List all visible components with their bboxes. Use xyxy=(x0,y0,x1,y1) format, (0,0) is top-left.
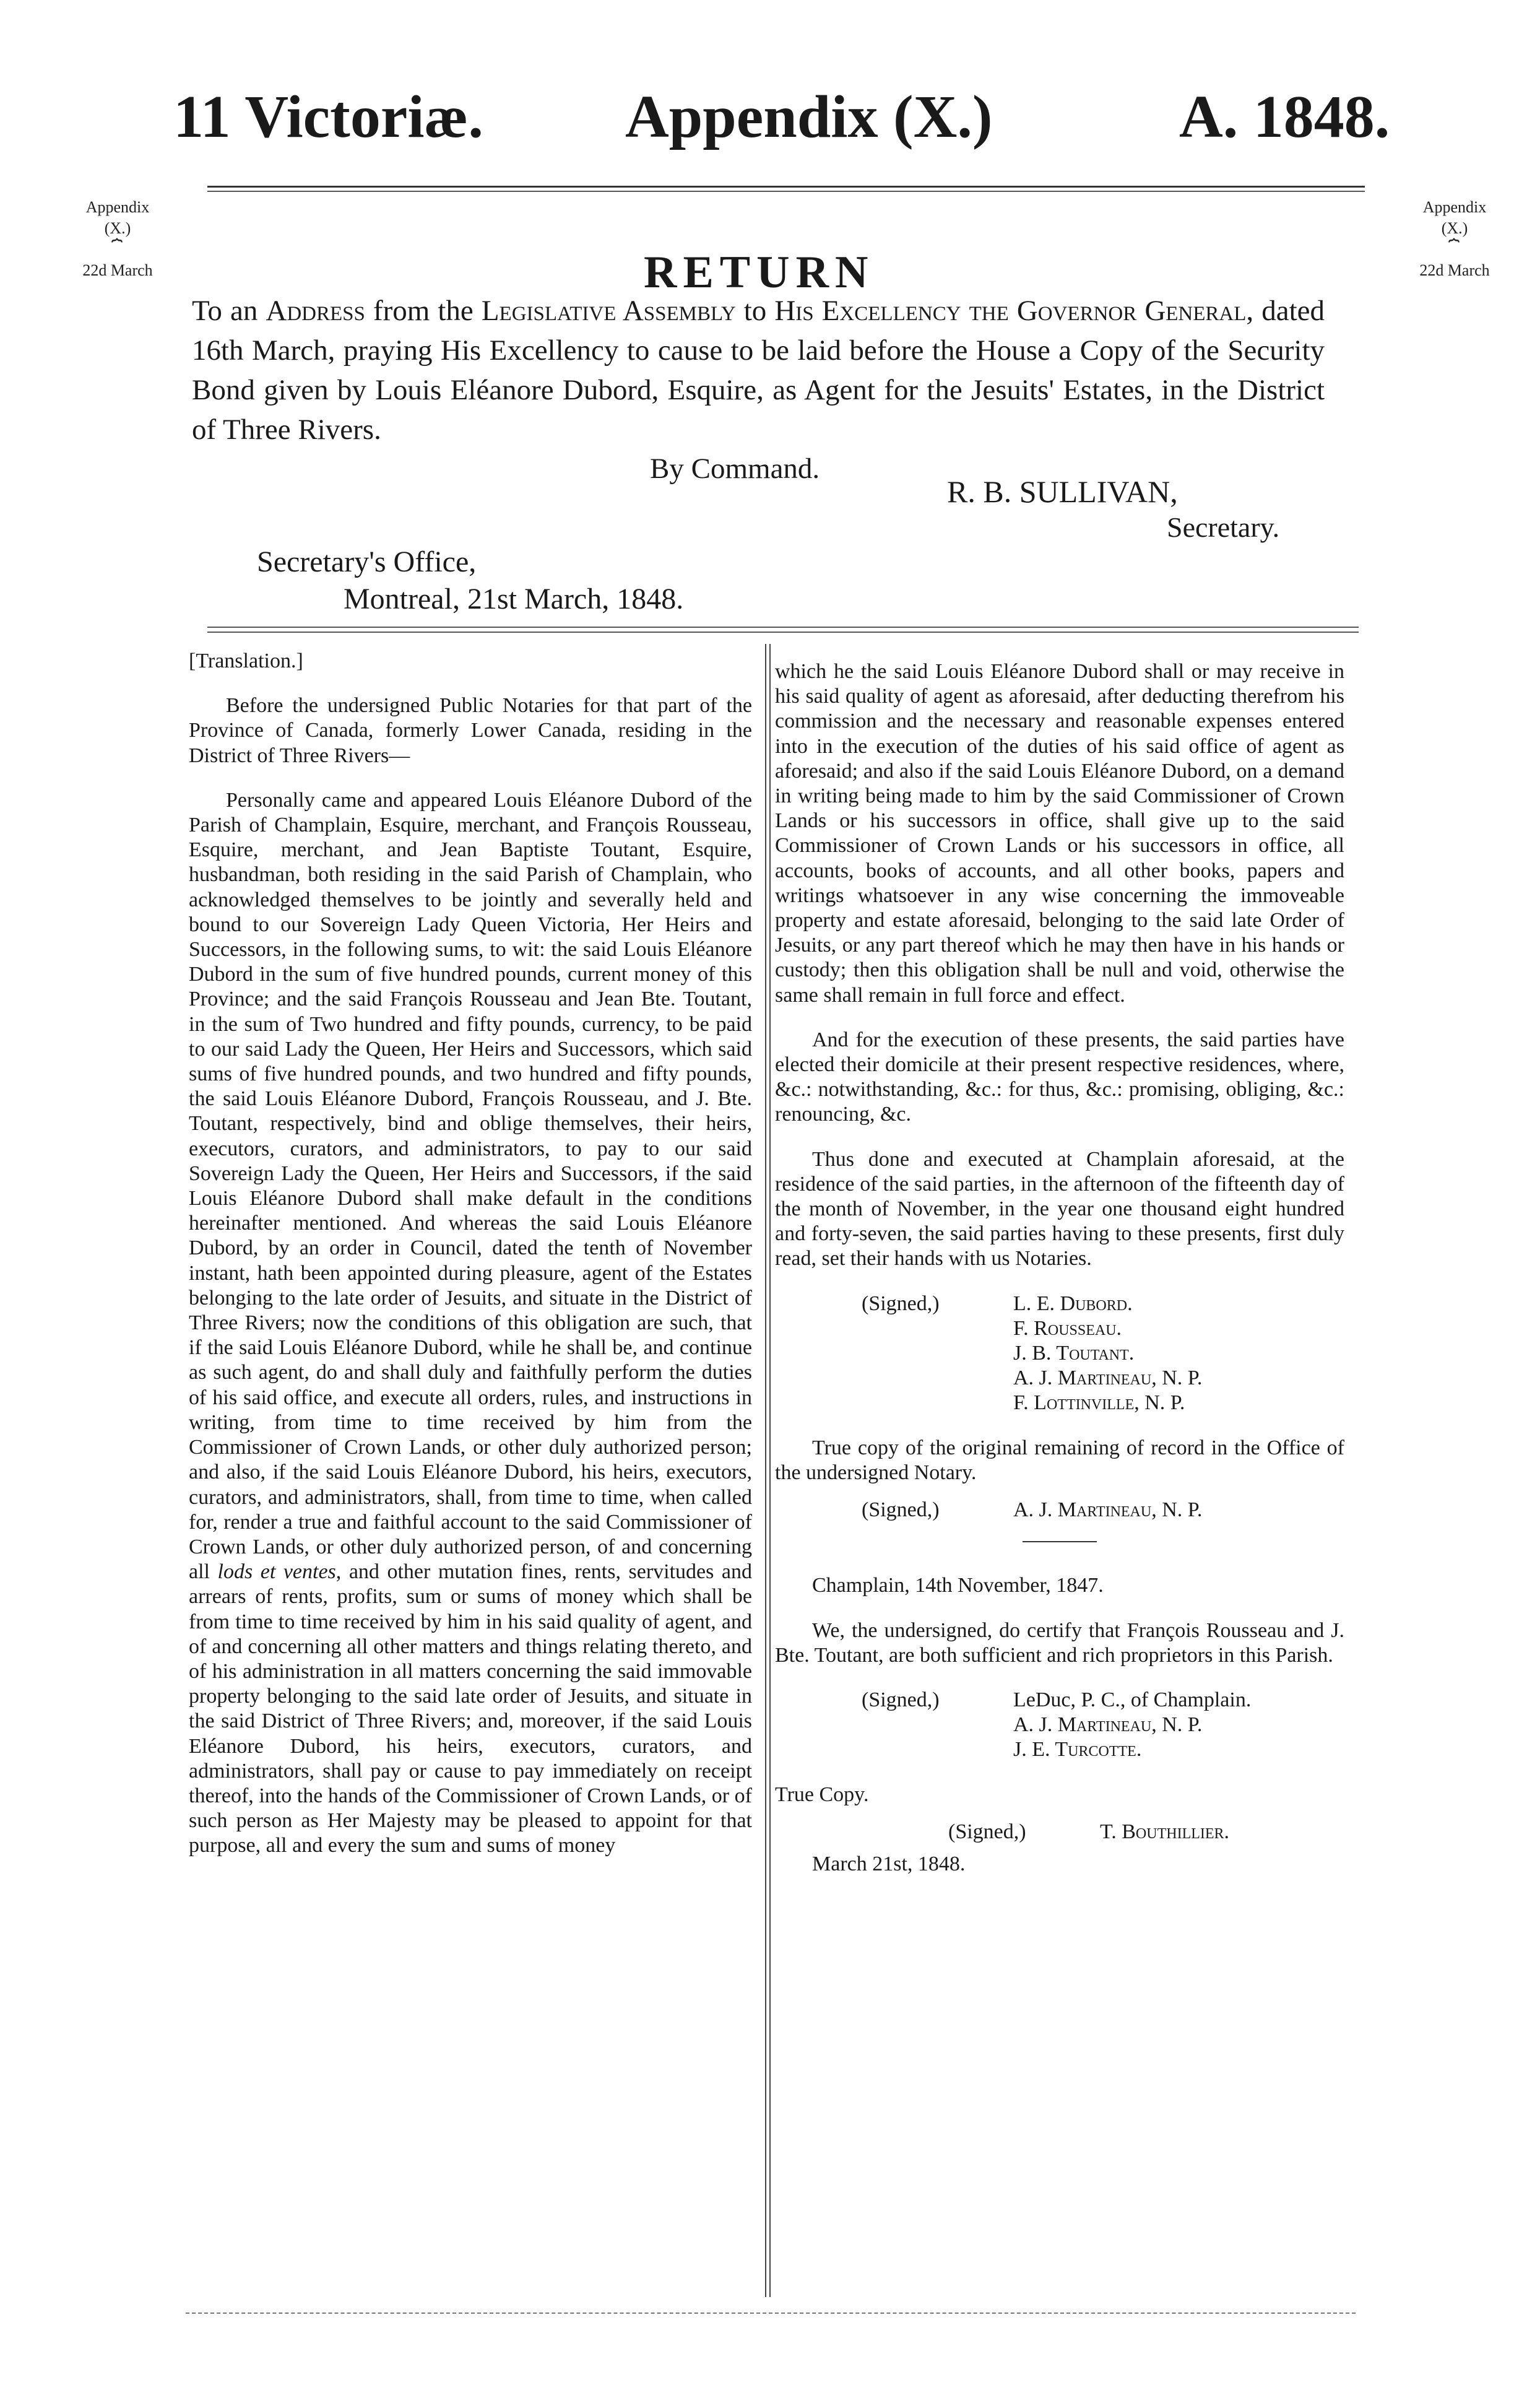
paragraph-italic: lods et ventes xyxy=(217,1560,336,1584)
translation-note: [Translation.] xyxy=(189,649,303,672)
address-part: Address xyxy=(266,295,365,327)
brace-icon: ⏞ xyxy=(111,239,124,259)
margin-note-text: 22d March xyxy=(82,261,153,279)
address-part: To an xyxy=(192,295,266,327)
header-rule-double xyxy=(207,191,1365,192)
office-line: Secretary's Office, xyxy=(257,545,477,578)
office-date: Montreal, 21st March, 1848. xyxy=(344,583,684,615)
address-part: Legislative Assembly xyxy=(481,295,736,327)
paragraph: And for the execution of these presents, the said parties have elected their domicile at their present respective residences, where, &c.: notwithstanding, &c.: for thus, &c.: promising, obliging, &c.: renouncing, &c. xyxy=(775,1028,1344,1126)
signature-block xyxy=(862,1498,1344,1522)
margin-note-text: (X.) xyxy=(104,219,131,237)
final-signature: T. Bouthillier. xyxy=(1100,1820,1230,1843)
certifier: J. E. Turcotte. xyxy=(1013,1738,1142,1761)
margin-note-text: Appendix xyxy=(85,198,150,216)
paragraph: We, the undersigned, do certify that François Rousseau and J. Bte. Toutant, are both sufficient and rich proprietors in this Parish. xyxy=(775,1618,1344,1667)
signed-label: (Signed,) xyxy=(862,1292,940,1315)
signatory: F. Rousseau. xyxy=(1013,1316,1122,1340)
margin-note-text: (X.) xyxy=(1441,219,1468,237)
signed-label: (Signed,) xyxy=(948,1820,1026,1843)
column-divider xyxy=(765,644,766,2297)
signature-row xyxy=(862,1688,1344,1763)
section-rule xyxy=(207,627,1359,628)
paragraph: Before the undersigned Public Notaries for that part of the Province of Canada, formerly Lower Canada, residing in the District of Three Rivers— xyxy=(189,694,752,767)
margin-note-text: Appendix xyxy=(1422,198,1487,216)
column-divider xyxy=(769,644,771,2297)
by-command: By Command. xyxy=(650,453,820,485)
signer-name: R. B. SULLIVAN, xyxy=(947,474,1178,509)
final-date: March 21st, 1848. xyxy=(812,1852,966,1875)
header-session: 11 Victoriæ. xyxy=(173,84,483,150)
signatory: F. Lottinville, N. P. xyxy=(1013,1391,1185,1415)
notary-signature: A. J. Martineau, N. P. xyxy=(1013,1498,1203,1522)
paragraph: True copy of the original remaining of record in the Office of the undersigned Notary. xyxy=(775,1436,1344,1484)
certifier: A. J. Martineau, N. P. xyxy=(1013,1713,1203,1737)
return-title: RETURN xyxy=(644,247,875,298)
signer-title: Secretary. xyxy=(1167,511,1280,543)
signatories xyxy=(1013,1292,1202,1416)
address-text xyxy=(192,291,1325,450)
address-part: to xyxy=(735,295,775,327)
right-column xyxy=(775,659,1344,1877)
margin-note-right xyxy=(1393,197,1516,281)
paragraph: which he the said Louis Eléanore Dubord shall or may receive in his said quality of agent as aforesaid, after deducting therefrom his commission and the necessary and reasonable expenses entered into in the execution of the duties of his said office of agent as aforesaid; and also if the said Louis Eléanore Dubord, on a demand in writing being made to him by the said Commissioner of Crown Lands or his successors in office, shall give up to the said Commissioner of Crown Lands or his successors in office, all accounts, books of accounts, and all other books, papers and writings whatsoever in any wise concerning the immoveable property and estate aforesaid, belonging to the said late Order of Jesuits, or any part thereof which he may then have in his hands or custody; then this obligation shall be null and void, otherwise the same shall remain in full force and effect. xyxy=(775,660,1344,1007)
signature-block xyxy=(862,1292,1344,1416)
header-rule xyxy=(207,186,1365,188)
signed-label: (Signed,) xyxy=(862,1498,940,1522)
certifier: LeDuc, P. C., of Champlain. xyxy=(1013,1688,1252,1711)
margin-note-left xyxy=(56,197,180,281)
address-part: His Excellency the Governor General xyxy=(774,295,1247,327)
header-appendix: Appendix (X.) xyxy=(625,84,993,150)
signatory: J. B. Toutant. xyxy=(1013,1342,1135,1365)
place-date: Champlain, 14th November, 1847. xyxy=(812,1574,1104,1597)
true-copy: True Copy. xyxy=(775,1783,869,1806)
signature-block xyxy=(862,1688,1344,1763)
signatory: A. J. Martineau, N. P. xyxy=(1013,1366,1203,1390)
left-column xyxy=(189,649,752,1859)
brace-icon: ⏞ xyxy=(1448,239,1461,259)
signed-label: (Signed,) xyxy=(862,1688,940,1711)
paragraph: Thus done and executed at Champlain aforesaid, at the residence of the said parties, in the afternoon of the fifteenth day of the month of November, in the year one thousand eight hundred and forty-seven, the said parties having to these presents, first duly read, set their hands with us Notaries. xyxy=(775,1147,1344,1270)
certifiers xyxy=(1013,1688,1251,1763)
signature-row xyxy=(862,1292,1344,1416)
address-part: from the xyxy=(365,295,482,327)
signatory: L. E. Dubord. xyxy=(1013,1292,1133,1315)
short-rule xyxy=(1023,1541,1097,1542)
paragraph-part: Personally came and appeared Louis Eléanore Dubord of the Parish of Champlain, Esquire, merchant, and François Rousseau, Esquire, merchant, and Jean Baptiste Toutant, Esquire, husbandman, both residing in the said Parish of Champlain, who acknowledged themselves to be jointly and severally held and bound to our Sovereign Lady Queen Victoria, Her Heirs and Successors, in the following sums, to wit: the said Louis Eléanore Dubord in the sum of five hundred pounds, current money of this Province; and the said François Rousseau and Jean Bte. Toutant, in the sum of Two hundred and fifty pounds, currency, to be paid to our said Lady the Queen, Her Heirs and Successors, which said sums of five hundred pounds, and two hundred and fifty pounds, the said Louis Eléanore Dubord, François Rousseau, and J. Bte. Toutant, respectively, bind and oblige themselves, their heirs, executors, curators, and administrators, to pay to our said Sovereign Lady the Queen, Her Heirs and Successors, if the said Louis Eléanore Dubord shall make default in the conditions hereinafter mentioned. And whereas the said Louis Eléanore Dubord, by an order in Council, dated the tenth of November instant, hath been appointed during pleasure, agent of the Estates belonging to the late order of Jesuits, and situate in the District of Three Rivers; now the conditions of this obligation are such, that if the said Louis Eléanore Dubord, while he shall be, and continue as such agent, do and shall duly and faithfully perform the duties of his said office, and execute all orders, rules, and instructions in writing, from time to time received by him from the Commissioner of Crown Lands, or other duly authorized person; and also, if the said Louis Eléanore Dubord, his heirs, executors, curators, and administrators, shall, from time to time, when called for, render a true and faithful account to the said Commissioner of Crown Lands, or other duly authorized person, of and concerning all xyxy=(189,788,752,1584)
paragraph-part: , and other mutation fines, rents, servitudes and arrears of rents, profits, sum or sums of money which shall be from time to time received by him in his said quality of agent, and of and concerning all other matters and things relating thereto, and of his administration in all matters concerning the said immovable property belonging to the said late order of Jesuits, and situate in the said District of Three Rivers; and, moreover, if the said Louis Eléanore Dubord, his heirs, executors, curators, and administrators, shall pay or cause to pay immediately on receipt thereof, into the hands of the Commissioner of Crown Lands, or of such person as Her Majesty may be pleased to appoint for that purpose, all and every the sum and sums of money xyxy=(189,1560,753,1857)
margin-note-text: 22d March xyxy=(1419,261,1490,279)
signature-row xyxy=(948,1820,1344,1844)
paragraph xyxy=(189,788,752,1859)
signature-block xyxy=(948,1820,1344,1844)
address-part: , dated 16th March, praying His Excellency to cause to be laid before the House a Copy of the Security Bond given by Louis Eléanore Dubord, Esquire, as Agent for the Jesuits' Estates, in the District of Three Rivers. xyxy=(192,295,1325,446)
signature-row xyxy=(862,1498,1344,1522)
section-rule-double xyxy=(207,632,1359,633)
header-year: A. 1848. xyxy=(1179,84,1390,150)
bottom-rule xyxy=(186,2313,1356,2314)
